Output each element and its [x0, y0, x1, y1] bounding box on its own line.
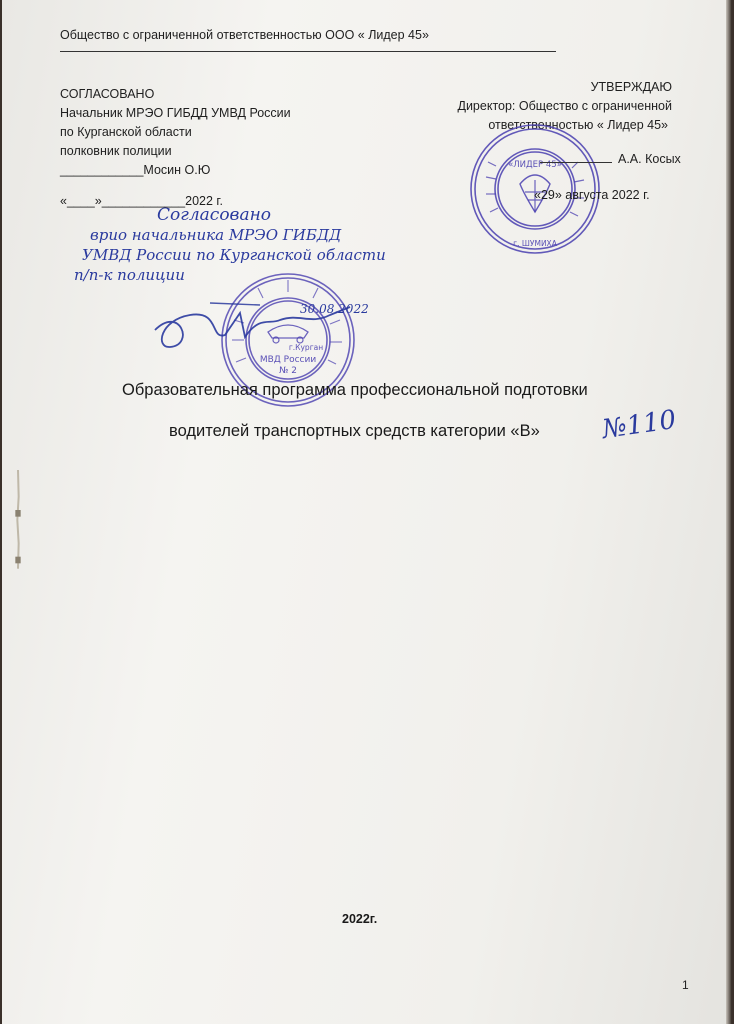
document-title-line1: Образовательная программа профессиональной подготовки [122, 381, 588, 399]
approval-left-date: «____»____________2022 г. [60, 194, 223, 208]
binding-thread [14, 440, 22, 600]
handwritten-date: 30.08.2022 [300, 302, 369, 316]
approval-right-line2: ответственностью « Лидер 45» [488, 118, 668, 132]
organization-header: Общество с ограниченной ответственностью ООО « Лидер 45» [60, 28, 429, 42]
handwritten-number: №110 [600, 404, 678, 446]
director-signature-line [540, 150, 681, 166]
page-edge-shadow [726, 0, 732, 1024]
approval-right-title: УТВЕРЖДАЮ [590, 80, 672, 94]
approval-left-block [60, 85, 291, 180]
director-name: А.А. Косых [618, 152, 681, 166]
document-year: 2022г. [342, 912, 378, 926]
handwritten-signature [150, 285, 400, 365]
stamp-right-city: г. ШУМИХА [513, 239, 557, 248]
stamp-left-center-line2: № 2 [279, 366, 297, 376]
handwritten-line1: Согласовано [157, 205, 272, 225]
handwritten-line2: врио начальника МРЭО ГИБДД [90, 226, 342, 244]
handwritten-line3: УМВД России по Курганской области [82, 246, 386, 264]
approval-left-line3: полковник полиции [60, 144, 172, 158]
approval-right-line1: Директор: Общество с ограниченной [457, 99, 672, 113]
page-number: 1 [682, 978, 689, 992]
header-divider [60, 51, 556, 52]
approval-left-line1: Начальник МРЭО ГИБДД УМВД России [60, 106, 291, 120]
approval-left-title: СОГЛАСОВАНО [60, 87, 155, 101]
stamp-left-city: г.Курган [288, 343, 324, 352]
document-page [2, 0, 732, 1024]
document-title-line2: водителей транспортных средств категории «В» [169, 422, 540, 440]
stamp-right-center-text: «ЛИДЕР 45» [508, 160, 562, 170]
signature-blank [540, 150, 612, 163]
approval-right-date: «29» августа 2022 г. [534, 188, 650, 202]
handwritten-line4: п/п-к полиции [74, 266, 185, 284]
approval-left-line2: по Курганской области [60, 125, 192, 139]
approval-left-signature: ____________Мосин О.Ю [60, 163, 211, 177]
stamp-left-center-line1: МВД России [259, 355, 317, 365]
